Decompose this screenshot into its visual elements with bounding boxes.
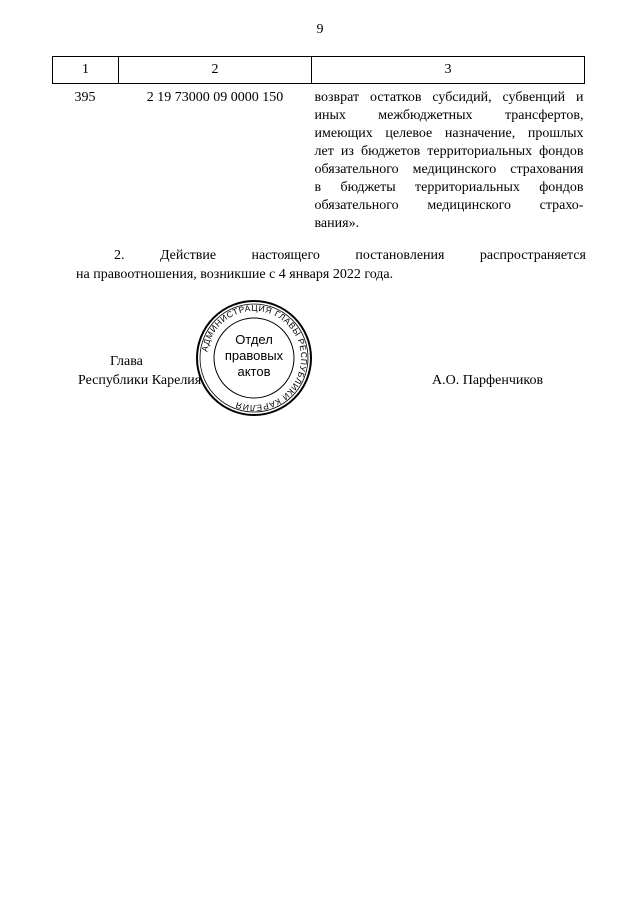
table-row [53,84,585,234]
description-line: в бюджеты территориальных фондов [314,180,584,195]
page-number: 9 [316,22,324,37]
stamp-center-line: правовых [224,348,284,363]
description-line: вания». [314,216,360,231]
paragraph-first-line [76,246,586,265]
signatory-name: А.О. Парфенчиков [432,373,544,388]
signatory-title: Глава [110,354,143,369]
column-header-3: 3 [312,57,585,84]
budget-code-cell: 2 19 73000 09 0000 150 [146,90,284,105]
admin-code-cell: 395 [74,90,96,105]
signatory-region: Республики Карелия [78,373,202,388]
description-line: возврат остатков субсидий, субвенций и [314,90,584,105]
paragraph-number: 2. [114,248,125,263]
column-header-2: 2 [119,57,312,84]
paragraph-word: постановления [355,248,445,263]
official-stamp [194,298,314,418]
paragraph-word: настоящего [251,248,320,263]
paragraph-second-line: на правоотношения, возникшие с 4 января 2022 года. [76,267,394,282]
stamp-ring-text: АДМИНИСТРАЦИЯ ГЛАВЫ РЕСПУБЛИКИ КАРЕЛИЯ [199,302,310,414]
description-line: иных межбюджетных трансфертов, [314,108,584,123]
description-cell [312,84,585,234]
description-line: обязательного медицинского страхования [314,162,584,177]
description-line: обязательного медицинского страхо- [314,198,584,213]
paragraph-word: Действие [159,248,217,263]
paragraph-word: распространяется [479,248,586,263]
description-line: имеющих целевое назначение, прошлых [314,126,584,141]
description-line: лет из бюджетов территориальных фондов [314,144,584,159]
stamp-center-line: актов [237,364,271,379]
column-header-1: 1 [53,57,119,84]
stamp-center-line: Отдел [235,332,273,347]
effective-date-paragraph [76,246,586,284]
budget-table [52,56,585,233]
table-header-row [53,57,585,84]
